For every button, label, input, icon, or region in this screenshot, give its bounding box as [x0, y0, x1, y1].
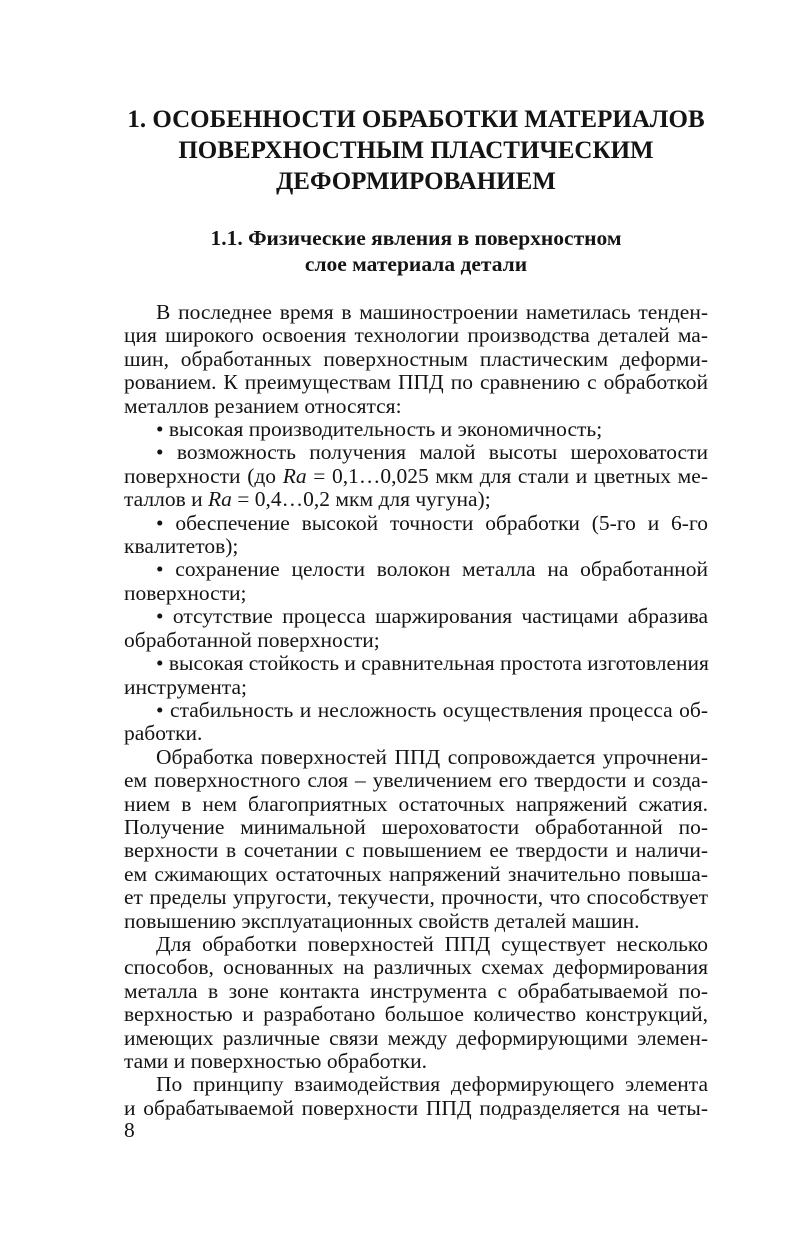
text-line: верхности в сочетании с повышением ее твердости и наличи- [124, 838, 708, 863]
bullet-item [124, 441, 708, 511]
text-line: поверхности (до Ra = 0,1…0,025 мкм для стали и цветных ме- [124, 463, 708, 488]
text-line: Обработка поверхностей ППД сопровождается упрочнени- [156, 744, 708, 769]
text-line: поверхности; [124, 580, 247, 605]
text-line: • отсутствие процесса шаржирования частицами абразива [156, 604, 708, 629]
text-line: Получение минимальной шероховатости обработанной по- [124, 814, 708, 839]
text-line: и обрабатываемой поверхности ППД подразделяется на четы- [124, 1095, 708, 1120]
text-line: тами и поверхностью обработки. [124, 1049, 427, 1073]
text-line: верхностью и разработано большое количество конструкций, [124, 1002, 708, 1027]
chapter-title-line: ДЕФОРМИРОВАНИЕМ [276, 168, 556, 195]
text-line: имеющих различные связи между деформирующими элемен- [124, 1025, 708, 1050]
paragraph-hardening [124, 746, 708, 933]
text-line: металла в зоне контакта инструмента с обрабатываемой по- [124, 978, 708, 1003]
bullet-item [124, 605, 708, 652]
chapter-title-line: ПОВЕРХНОСТНЫМ ПЛАСТИЧЕСКИМ [178, 137, 654, 164]
body-text [124, 301, 708, 1120]
text-line: повышению эксплуатационных свойств деталей машин. [124, 908, 640, 933]
section-title [124, 225, 708, 277]
text-line: работки. [124, 721, 203, 746]
bullet-item [124, 558, 708, 605]
text-line: нием в нем благоприятных остаточных напряжений сжатия. [124, 791, 708, 816]
text-line: ем поверхностного слоя – увеличением его твердости и созда- [124, 768, 708, 793]
chapter-title-line: 1. ОСОБЕННОСТИ ОБРАБОТКИ МАТЕРИАЛОВ [127, 106, 705, 133]
chapter-title [124, 104, 708, 197]
paragraph-intro [124, 301, 708, 418]
section-title-line: слое материала детали [304, 252, 528, 276]
text-line: По принципу взаимодействия деформирующего элемента [156, 1072, 708, 1097]
text-line: • обеспечение высокой точности обработки (5-го и 6-го [156, 510, 708, 535]
text-line: • высокая стойкость и сравнительная простота изготовления [156, 651, 709, 676]
text-line: таллов и Ra = 0,4…0,2 мкм для чугуна); [124, 487, 491, 512]
bullet-item [124, 652, 708, 699]
text-line: квалитетов); [124, 534, 239, 559]
bullet-item [124, 699, 708, 746]
paragraph-classification [124, 1073, 708, 1120]
text-line: ция широкого освоения технологии производства деталей ма- [124, 323, 708, 348]
page-content [124, 104, 708, 1120]
bullet-item [124, 512, 708, 559]
text-line: • высокая производительность и экономичность; [156, 417, 603, 442]
section-title-line: 1.1. Физические явления в поверхностном [210, 226, 622, 250]
text-line: ем сжимающих остаточных напряжений значительно повыша- [124, 861, 708, 886]
text-line: металлов резанием относятся: [124, 393, 402, 418]
text-line: • стабильность и несложность осуществления процесса об- [156, 697, 708, 722]
text-line: ет пределы упругости, текучести, прочности, что способствует [124, 885, 708, 910]
page-number: 8 [124, 1118, 135, 1142]
paragraph-methods [124, 933, 708, 1073]
text-line: способов, основанных на различных схемах деформирования [124, 955, 708, 980]
text-line: • сохранение целости волокон металла на обработанной [156, 557, 708, 582]
text-line: обработанной поверхности; [124, 627, 380, 652]
text-line: рованием. К преимуществам ППД по сравнению с обработкой [124, 370, 708, 395]
text-line: В последнее время в машиностроении наметилась тенден- [156, 300, 708, 324]
bullet-item [124, 418, 708, 441]
text-line: шин, обработанных поверхностным пластическим деформи- [124, 346, 708, 371]
text-line: • возможность получения малой высоты шероховатости [156, 440, 708, 465]
text-line: инструмента; [124, 674, 247, 699]
text-line: Для обработки поверхностей ППД существует несколько [156, 931, 708, 956]
